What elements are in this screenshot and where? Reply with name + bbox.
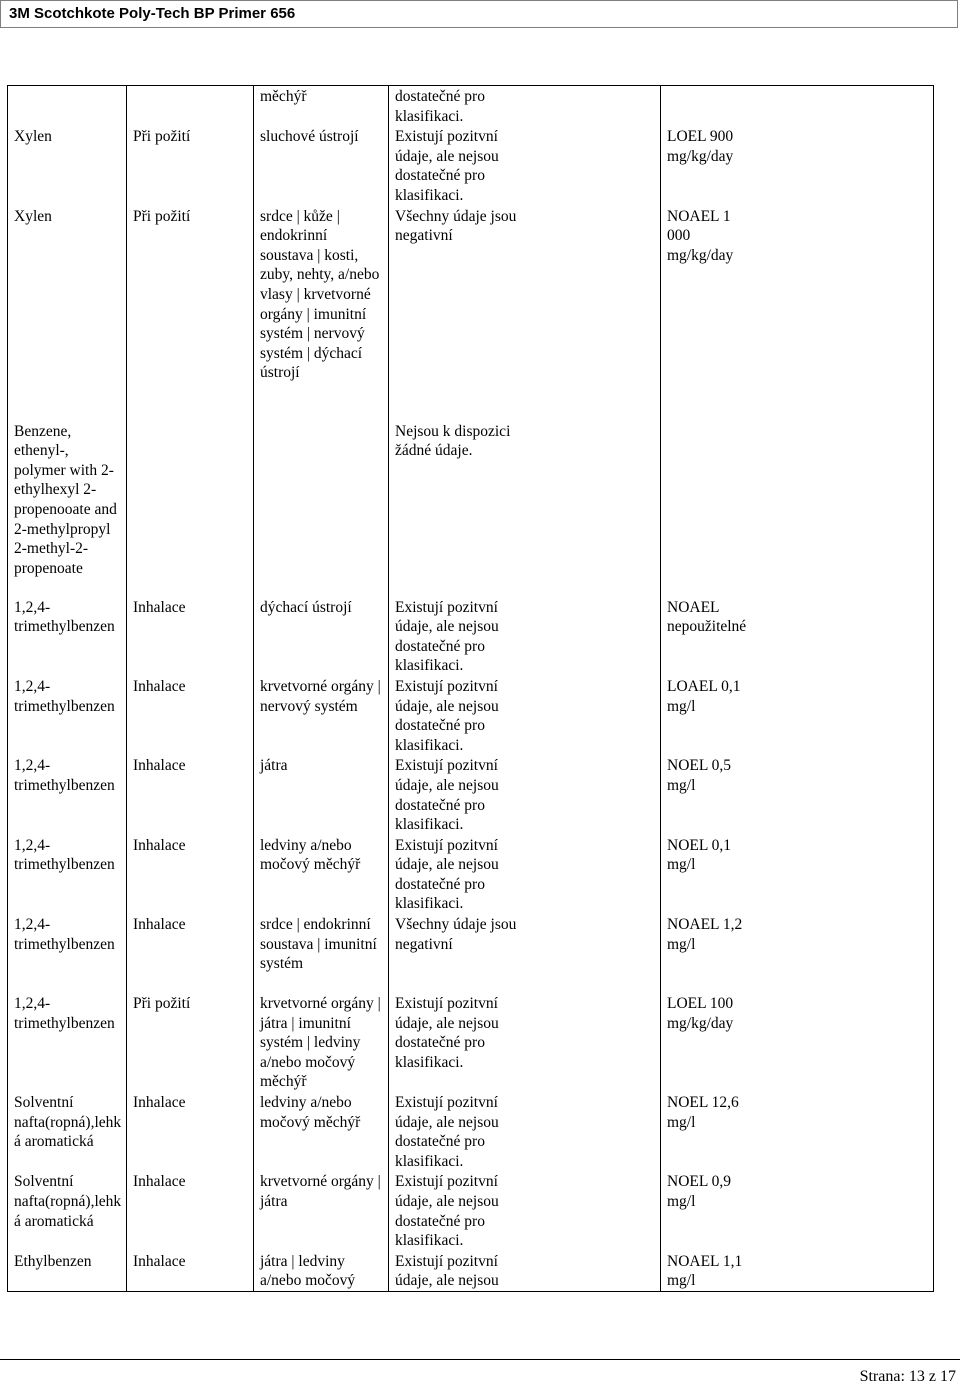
route-cell: Inhalace xyxy=(127,914,254,993)
substance-cell: Ethylbenzen xyxy=(8,1251,127,1292)
table-row xyxy=(8,421,934,597)
result-cell: dostatečné pro klasifikaci. xyxy=(389,86,661,127)
value-cell: NOAEL 1 000 mg/kg/day xyxy=(661,206,934,421)
value-cell: LOEL 100 mg/kg/day xyxy=(661,993,934,1092)
result-cell: Existují pozitvní údaje, ale nejsou dostatečné pro klasifikaci. xyxy=(389,755,661,834)
result-cell: Existují pozitvní údaje, ale nejsou dostatečné pro klasifikaci. xyxy=(389,993,661,1092)
route-cell xyxy=(127,86,254,127)
table-row xyxy=(8,835,934,914)
result-cell: Všechny údaje jsou negativní xyxy=(389,206,661,421)
table-row xyxy=(8,755,934,834)
table-row xyxy=(8,1251,934,1292)
footer-divider xyxy=(0,1359,960,1360)
substance-cell: Solventní nafta(ropná),lehká aromatická xyxy=(8,1092,127,1171)
organ-cell xyxy=(254,421,389,597)
result-cell: Existují pozitvní údaje, ale nejsou dostatečné pro klasifikaci. xyxy=(389,126,661,205)
document-title: 3M Scotchkote Poly-Tech BP Primer 656 xyxy=(9,5,296,22)
value-cell: NOAEL 1,2 mg/l xyxy=(661,914,934,993)
organ-cell: játra | ledviny a/nebo močový xyxy=(254,1251,389,1292)
route-cell: Inhalace xyxy=(127,1171,254,1250)
route-cell: Při požití xyxy=(127,126,254,205)
result-cell: Existují pozitvní údaje, ale nejsou dostatečné pro klasifikaci. xyxy=(389,1092,661,1171)
result-cell: Existují pozitvní údaje, ale nejsou xyxy=(389,1251,661,1292)
organ-cell: ledviny a/nebo močový měchýř xyxy=(254,835,389,914)
route-cell xyxy=(127,421,254,597)
document-header xyxy=(0,0,958,28)
substance-cell: 1,2,4-trimethylbenzen xyxy=(8,597,127,676)
organ-cell: ledviny a/nebo močový měchýř xyxy=(254,1092,389,1171)
organ-cell: játra xyxy=(254,755,389,834)
value-cell xyxy=(661,86,934,127)
route-cell: Při požití xyxy=(127,206,254,421)
table-row xyxy=(8,206,934,421)
route-cell: Inhalace xyxy=(127,597,254,676)
substance-cell: 1,2,4-trimethylbenzen xyxy=(8,914,127,993)
value-cell: NOAEL 1,1 mg/l xyxy=(661,1251,934,1292)
substance-cell: Benzene, ethenyl-, polymer with 2-ethylhexyl 2-propenooate and 2-methylpropyl 2-methyl-2-propenoate xyxy=(8,421,127,597)
substance-cell: Xylen xyxy=(8,126,127,205)
result-cell: Existují pozitvní údaje, ale nejsou dostatečné pro klasifikaci. xyxy=(389,676,661,755)
route-cell: Inhalace xyxy=(127,835,254,914)
value-cell xyxy=(661,421,934,597)
organ-cell: měchýř xyxy=(254,86,389,127)
value-cell: LOAEL 0,1 mg/l xyxy=(661,676,934,755)
value-cell: NOEL 0,9 mg/l xyxy=(661,1171,934,1250)
value-cell: NOEL 0,5 mg/l xyxy=(661,755,934,834)
route-cell: Inhalace xyxy=(127,1251,254,1292)
route-cell: Inhalace xyxy=(127,676,254,755)
toxicity-table xyxy=(7,85,934,1292)
substance-cell: 1,2,4-trimethylbenzen xyxy=(8,755,127,834)
result-cell: Všechny údaje jsou negativní xyxy=(389,914,661,993)
result-cell: Existují pozitvní údaje, ale nejsou dostatečné pro klasifikaci. xyxy=(389,1171,661,1250)
table-row xyxy=(8,1092,934,1171)
table-row xyxy=(8,914,934,993)
substance-cell: 1,2,4-trimethylbenzen xyxy=(8,993,127,1092)
organ-cell: dýchací ústrojí xyxy=(254,597,389,676)
table-row xyxy=(8,1171,934,1250)
substance-cell: Xylen xyxy=(8,206,127,421)
table-row xyxy=(8,597,934,676)
route-cell: Při požití xyxy=(127,993,254,1092)
substance-cell: 1,2,4-trimethylbenzen xyxy=(8,676,127,755)
result-cell: Existují pozitvní údaje, ale nejsou dostatečné pro klasifikaci. xyxy=(389,597,661,676)
result-cell: Existují pozitvní údaje, ale nejsou dostatečné pro klasifikaci. xyxy=(389,835,661,914)
organ-cell: srdce | endokrinní soustava | imunitní systém xyxy=(254,914,389,993)
value-cell: NOAEL nepoužitelné xyxy=(661,597,934,676)
organ-cell: krvetvorné orgány | játra | imunitní systém | ledviny a/nebo močový měchýř xyxy=(254,993,389,1092)
organ-cell: srdce | kůže | endokrinní soustava | kosti, zuby, nehty, a/nebo vlasy | krvetvorné orgány | imunitní systém | nervový systém | dýchací ústrojí xyxy=(254,206,389,421)
value-cell: NOEL 12,6 mg/l xyxy=(661,1092,934,1171)
table-row xyxy=(8,993,934,1092)
substance-cell: Solventní nafta(ropná),lehká aromatická xyxy=(8,1171,127,1250)
organ-cell: krvetvorné orgány | nervový systém xyxy=(254,676,389,755)
organ-cell: krvetvorné orgány | játra xyxy=(254,1171,389,1250)
table-row xyxy=(8,86,934,127)
substance-cell xyxy=(8,86,127,127)
table-row xyxy=(8,676,934,755)
substance-cell: 1,2,4-trimethylbenzen xyxy=(8,835,127,914)
route-cell: Inhalace xyxy=(127,1092,254,1171)
organ-cell: sluchové ústrojí xyxy=(254,126,389,205)
page-number: Strana: 13 z 17 xyxy=(859,1368,956,1385)
value-cell: LOEL 900 mg/kg/day xyxy=(661,126,934,205)
route-cell: Inhalace xyxy=(127,755,254,834)
table-row xyxy=(8,126,934,205)
value-cell: NOEL 0,1 mg/l xyxy=(661,835,934,914)
result-cell: Nejsou k dispozici žádné údaje. xyxy=(389,421,661,597)
